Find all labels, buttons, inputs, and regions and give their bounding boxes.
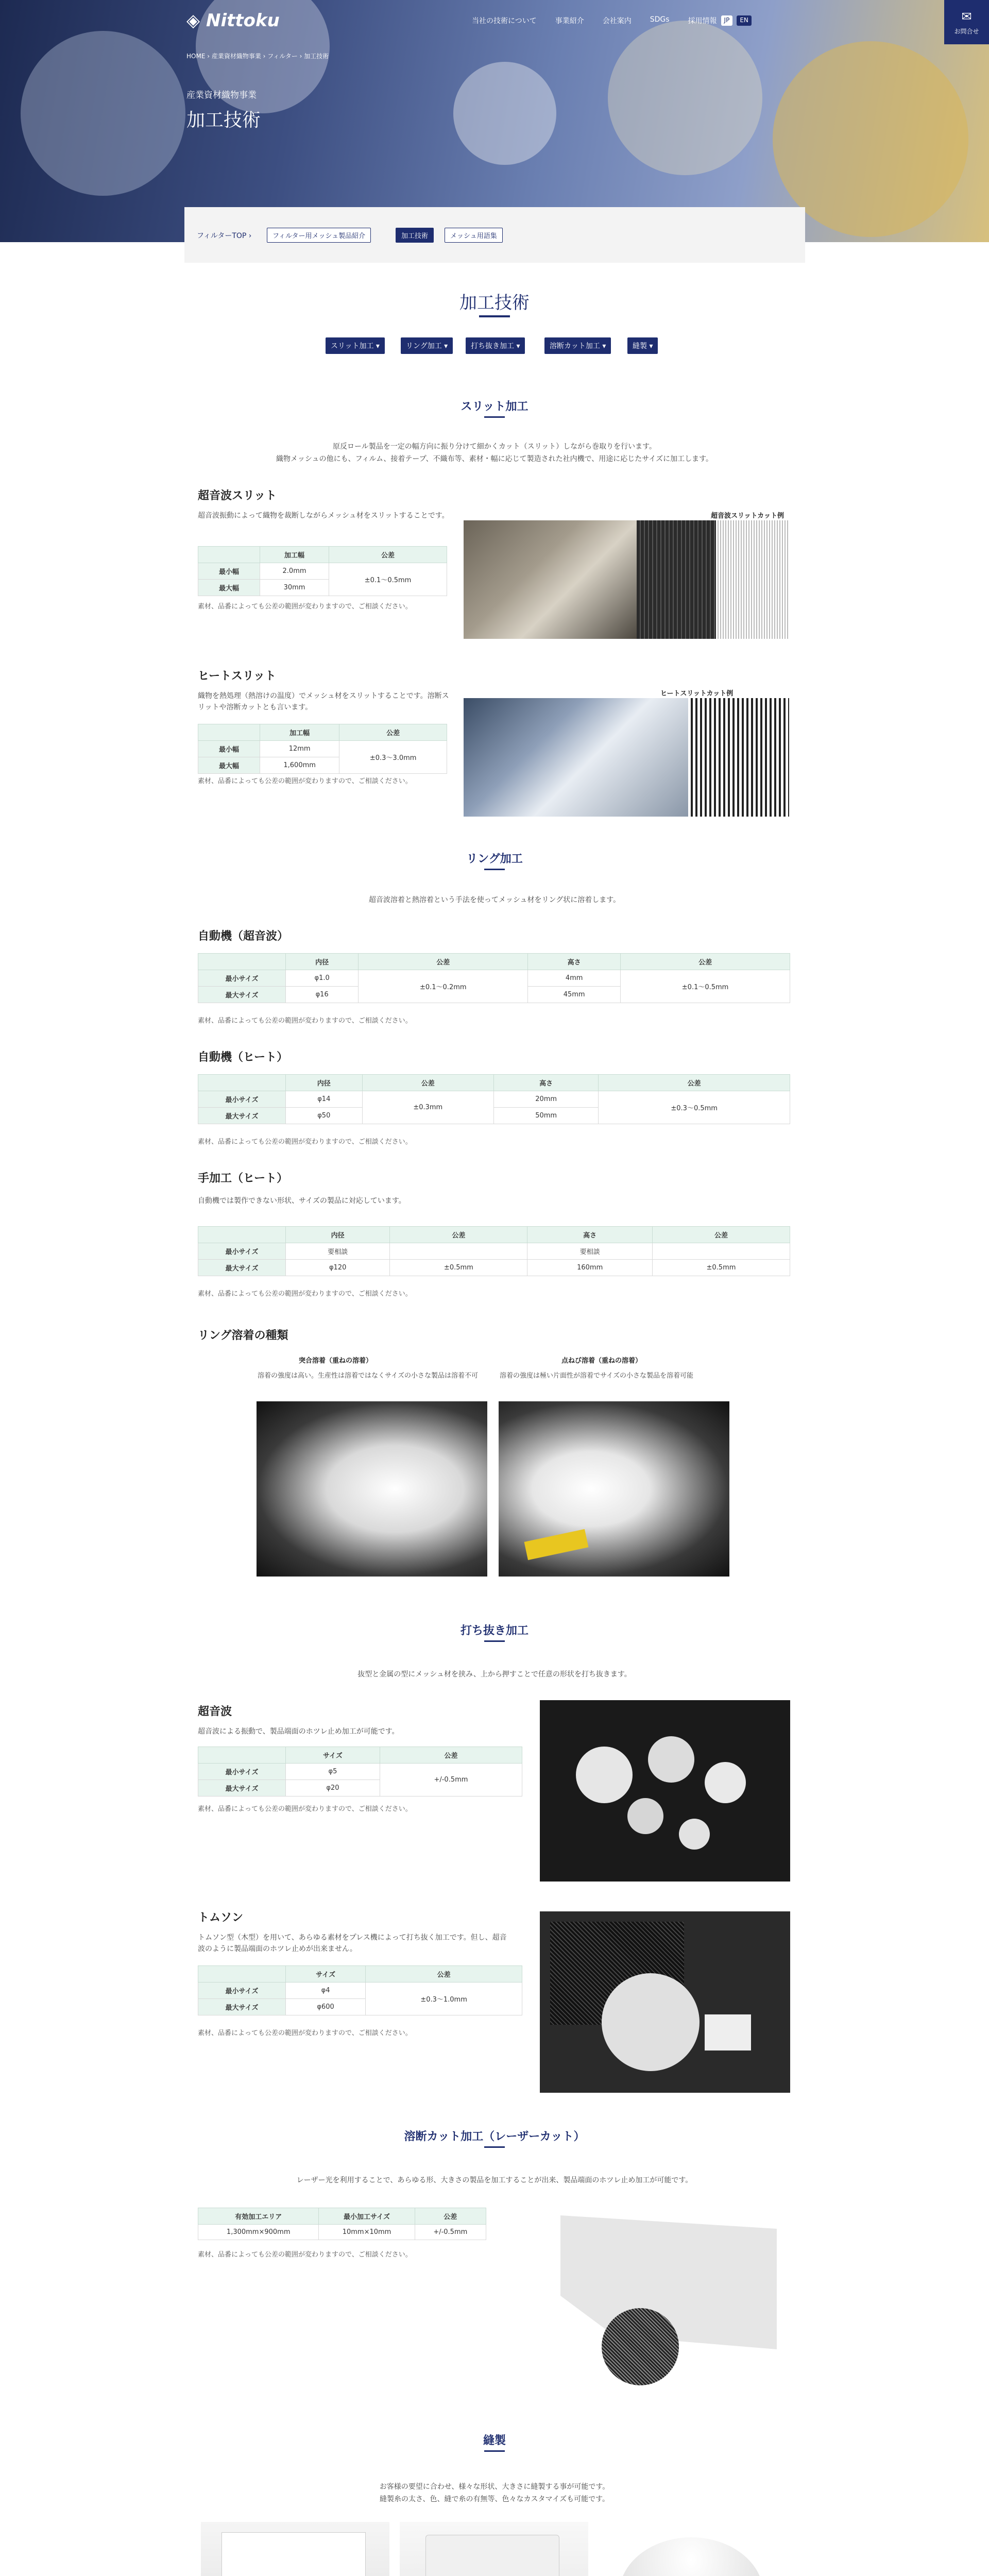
nav-recruit[interactable]: 採用情報 <box>688 17 717 25</box>
punch-thomson-table: サイズ 公差 最小サイズ φ4 ±0.3〜1.0mm 最大サイズ φ600 <box>198 1965 522 2015</box>
hero-subtitle: 産業資材織物事業 <box>186 90 257 100</box>
hero-photo-shape <box>453 62 556 165</box>
ring-auto-heat-note: 素材、品番によっても公差の範囲が変わりますので、ご相談ください。 <box>198 1138 412 1146</box>
ring-auto-heat-table: 内径 公差 高さ 公差 最小サイズ φ14 ±0.3mm 20mm ±0.3〜0.5mm 最大サイズ φ50 50mm <box>198 1074 790 1124</box>
title-underline <box>479 315 510 317</box>
crumb-business[interactable]: 産業資材織物事業 <box>211 53 261 60</box>
ultra-slit-table: 加工幅 公差 最小幅 2.0mm ±0.1〜0.5mm 最大幅 30mm <box>198 546 447 596</box>
ring-type-b-title: 点ねび溶着（重ねの溶着） <box>561 1357 642 1365</box>
filter-bag <box>619 2537 763 2576</box>
filter-bag <box>425 2535 559 2576</box>
mesh-disc <box>602 1973 700 2071</box>
tab-processing[interactable]: 加工技術 <box>396 228 434 243</box>
mail-icon: ✉ <box>961 9 972 24</box>
laser-title: 溶断カット加工（レーザーカット） <box>404 2130 585 2143</box>
crumb-current: 加工技術 <box>304 53 329 60</box>
heat-slit-note: 素材、品番によっても公差の範囲が変わりますので、ご相談ください。 <box>198 777 412 785</box>
mesh-disc <box>602 2308 679 2385</box>
global-nav <box>453 15 752 26</box>
laser-table: 有効加工エリア 最小加工サイズ 公差 1,300mm×900mm 10mm×10mm +/-0.5mm <box>198 2208 486 2240</box>
sewing-desc: お客様の要望に合わせ、様々な形状、大きさに縫製する事が可能です。 縫製糸の太さ、色、縫で糸の有無等、色々なカスタマイズも可能です。 <box>379 2483 610 2503</box>
heat-slit-machine-photo <box>464 698 688 817</box>
punch-thomson-title: トムソン <box>198 1911 244 1924</box>
ring-type-a-title: 突合溶着（重ねの溶着） <box>299 1357 373 1365</box>
jump-laser[interactable]: 溶断カット加工 ▾ <box>544 337 611 354</box>
ultra-slit-closeup-photo <box>716 520 789 639</box>
ring-type-a-photo <box>257 1401 487 1577</box>
ultra-slit-title: 超音波スリット <box>198 489 277 502</box>
filter-tabs <box>184 207 805 263</box>
ring-auto-ultra-note: 素材、品番によっても公差の範囲が変わりますので、ご相談ください。 <box>198 1017 412 1025</box>
heat-slit-title: ヒートスリット <box>198 670 277 683</box>
crumb-home[interactable]: HOME <box>186 53 206 60</box>
jump-sewing[interactable]: 縫製 ▾ <box>627 337 658 354</box>
ultra-slit-machine-photo <box>464 520 637 639</box>
jump-punch[interactable]: 打ち抜き加工 ▾ <box>466 337 525 354</box>
mesh-disc <box>705 1762 746 1803</box>
ring-manual-table: 内径 公差 高さ 公差 最小サイズ 要相談 要相談 最大サイズ φ120 ±0.5mm 160mm ±0.5mm <box>198 1226 790 1276</box>
tab-mesh-products[interactable]: フィルター用メッシュ製品紹介 <box>267 228 371 243</box>
punch-thomson-text: トムソン型（木型）を用いて、あらゆる素材をプレス機によって打ち抜く加工です。但し、超音波のように製品端面のホツレ止めが出来ません。 <box>198 1934 507 1953</box>
ultra-slit-note: 素材、品番によっても公差の範囲が変わりますので、ご相談ください。 <box>198 603 412 611</box>
nav-business[interactable]: 事業紹介 <box>555 17 584 25</box>
ring-desc: 超音波溶着と熱溶着という手法を使ってメッシュ材をリング状に溶着します。 <box>368 896 621 904</box>
lang-en-button[interactable]: EN <box>737 15 752 26</box>
punch-ultra-note: 素材、品番によっても公差の範囲が変わりますので、ご相談ください。 <box>198 1805 412 1813</box>
sewing-photo-2 <box>400 2522 588 2576</box>
mesh-disc <box>627 1798 663 1834</box>
side-contact-label: お問合せ <box>954 28 979 35</box>
laser-photo <box>540 2205 790 2391</box>
heat-slit-caption: ヒートスリットカット例 <box>660 690 734 698</box>
ring-title: リング加工 <box>466 853 523 866</box>
sewing-title: 縫製 <box>483 2434 506 2447</box>
ring-types-title: リング溶着の種類 <box>198 1329 288 1342</box>
hero-photo-shape <box>21 31 185 196</box>
ring-underline <box>484 869 505 870</box>
ring-manual-title: 手加工（ヒート） <box>198 1172 288 1185</box>
mesh-disc <box>576 1747 633 1803</box>
ultra-slit-caption: 超音波スリットカット例 <box>711 512 784 520</box>
laser-desc: レーザー光を利用することで、あらゆる形、大きさの製品を加工することが出来、製品端面のホツレ止め加工が可能です。 <box>296 2176 693 2184</box>
ring-auto-ultra-title: 自動機（超音波） <box>198 930 289 943</box>
sewing-underline <box>484 2450 505 2452</box>
mesh-disc <box>679 1819 710 1850</box>
site-logo[interactable]: ◈ Nittoku <box>186 10 280 31</box>
laser-note: 素材、品番によっても公差の範囲が変わりますので、ご相談ください。 <box>198 2251 412 2259</box>
slit-title: スリット加工 <box>461 400 528 413</box>
sewing-photo-3 <box>599 2522 787 2576</box>
punch-ultra-text: 超音波による振動で、製品端面のホツレ止め加工が可能です。 <box>198 1727 399 1736</box>
nav-technology[interactable]: 当社の技術について <box>472 17 537 25</box>
side-contact-button[interactable] <box>944 0 989 44</box>
ring-manual-note: 素材、品番によっても公差の範囲が変わりますので、ご相談ください。 <box>198 1290 412 1298</box>
ring-manual-text: 自動機では製作できない形状、サイズの製品に対応しています。 <box>198 1197 406 1205</box>
punch-ultra-table: サイズ 公差 最小サイズ φ5 +/-0.5mm 最大サイズ φ20 <box>198 1747 522 1797</box>
heat-slit-sample-photo <box>688 698 789 817</box>
heat-slit-table: 加工幅 公差 最小幅 12mm ±0.3〜3.0mm 最大幅 1,600mm <box>198 724 447 774</box>
filter-bag <box>221 2532 366 2576</box>
punch-thomson-photo <box>540 1911 790 2093</box>
site-header <box>0 0 989 46</box>
ultra-slit-text: 超音波振動によって織物を裁断しながらメッシュ材をスリットすることです。 <box>198 512 449 520</box>
logo-mark-icon: ◈ <box>186 10 200 31</box>
tab-glossary[interactable]: メッシュ用語集 <box>445 228 503 243</box>
laser-underline <box>484 2146 505 2148</box>
lang-jp-button[interactable]: JP <box>721 15 733 26</box>
punch-underline <box>484 1640 505 1642</box>
slit-desc: 原反ロール製品を一定の幅方向に振り分けて細かくカット（スリット）しながら巻取りを行います。 織物メッシュの他にも、フィルム、接着テープ、不織布等、素材・幅に応じて製造された社内機で、用途に応じたサイズに加工します。 <box>276 443 713 463</box>
breadcrumb: HOME › 産業資材織物事業 › フィルター › 加工技術 <box>186 53 329 60</box>
punch-desc: 抜型と金属の型にメッシュ材を挟み、上から押すことで任意の形状を打ち抜きます。 <box>357 1670 632 1679</box>
mesh-disc <box>648 1736 694 1783</box>
punch-ultra-title: 超音波 <box>198 1705 232 1718</box>
slit-underline <box>484 416 505 418</box>
nav-company[interactable]: 会社案内 <box>602 17 632 25</box>
jump-slit[interactable]: スリット加工 ▾ <box>326 337 385 354</box>
jump-ring[interactable]: リング加工 ▾ <box>401 337 453 354</box>
punch-thomson-note: 素材、品番によっても公差の範囲が変わりますので、ご相談ください。 <box>198 2029 412 2037</box>
crumb-filter[interactable]: フィルター <box>267 53 298 60</box>
ring-auto-heat-title: 自動機（ヒート） <box>198 1051 288 1064</box>
ring-auto-ultra-table: 内径 公差 高さ 公差 最小サイズ φ1.0 ±0.1〜0.2mm 4mm ±0.1〜0.5mm 最大サイズ φ16 45mm <box>198 953 790 1003</box>
ring-type-a-text: 溶着の強度は高い。生産性は溶着ではなくサイズの小さな製品は溶着不可 <box>258 1372 478 1380</box>
mesh-piece <box>705 2014 751 2050</box>
main-title: 加工技術 <box>459 293 530 313</box>
ring-type-b-text: 溶着の強度は極い片面性が溶着でサイズの小さな製品を溶着可能 <box>500 1372 693 1380</box>
heat-slit-text: 織物を熱処理（熱溶けの温度）でメッシュ材をスリットすることです。溶断スリットや溶断カットとも言います。 <box>198 692 449 711</box>
nav-sdgs[interactable]: SDGs <box>650 15 670 24</box>
punch-title: 打ち抜き加工 <box>460 1624 528 1637</box>
filter-top-link[interactable]: フィルターTOP › <box>197 232 252 240</box>
punch-ultra-photo <box>540 1700 790 1882</box>
hero-title: 加工技術 <box>186 110 261 131</box>
sewing-photo-1 <box>201 2522 389 2576</box>
